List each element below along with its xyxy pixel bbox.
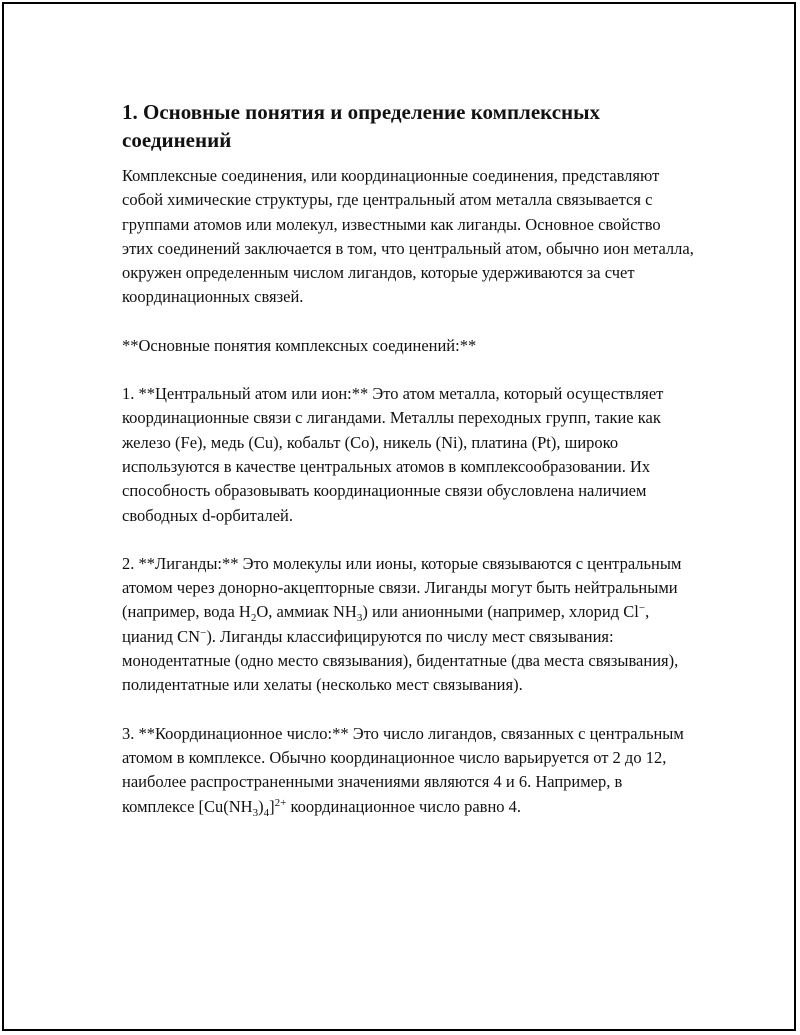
cyanide-superscript: −: [200, 626, 207, 639]
water-subscript: 2: [250, 612, 257, 625]
list-item-ligands: [122, 552, 694, 698]
ligands-text-2: O, аммиак NH: [256, 602, 357, 622]
document-body: [122, 98, 694, 843]
page-frame: [2, 2, 796, 1031]
charge-superscript: 2+: [274, 796, 287, 809]
coordination-text-4: координационное число равно 4.: [286, 796, 522, 816]
coordination-text-2: ): [258, 796, 264, 816]
section-heading: **Основные понятия комплексных соединений:**: [122, 335, 477, 355]
coordination-text-1: 3. **Координационное число:** Это число лигандов, связанных с центральным атомом в комплексе. Обычно координационное число варьируется от 2 до 12, наиболее распространенными значениями являются 4 и 6. Например, в комплексе [Cu(NH: [122, 723, 684, 816]
document-title: 1. Основные понятия и определение комплексных соединений: [122, 100, 601, 152]
ammonia-subscript: 3: [252, 806, 259, 819]
ammonia-subscript: 3: [356, 612, 363, 625]
ligands-text-4: , цианид CN: [122, 602, 650, 646]
chloride-superscript: −: [638, 602, 646, 615]
list-item-central-atom: 1. **Центральный атом или ион:** Это атом металла, который осуществляет координационные связи с лигандами. Металлы переходных групп, такие как железо (Fe), медь (Cu), кобальт (Co), никель (Ni), платина (Pt), широко используются в качестве центральных атомов в комплексообразовании. Их способность образовывать координационные связи обусловлена наличием свободных d-орбиталей.: [122, 384, 664, 525]
ligands-text-1: 2. **Лиганды:** Это молекулы или ионы, которые связываются с центральным атомом через донорно-акцепторные связи. Лиганды могут быть нейтральными (например, вода H: [122, 553, 682, 622]
ligands-text-5: ). Лиганды классифицируются по числу мест связывания: монодентатные (одно место связывания), бидентатные (два места связывания), полидентатные или хелаты (несколько мест связывания).: [122, 626, 679, 695]
list-item-coordination-number: [122, 722, 694, 819]
coordination-text-3: ]: [269, 796, 275, 816]
ligand-count-subscript: 4: [263, 806, 270, 819]
intro-paragraph: Комплексные соединения, или координационные соединения, представляют собой химические структуры, где центральный атом металла связывается с группами атомов или молекул, известными как лиганды. Основное свойство этих соединений заключается в том, что центральный атом, обычно ион металла, окружен определенным числом лигандов, которые удерживаются за счет координационных связей.: [122, 166, 694, 307]
ligands-text-3: ) или анионными (например, хлорид Cl: [362, 602, 639, 622]
